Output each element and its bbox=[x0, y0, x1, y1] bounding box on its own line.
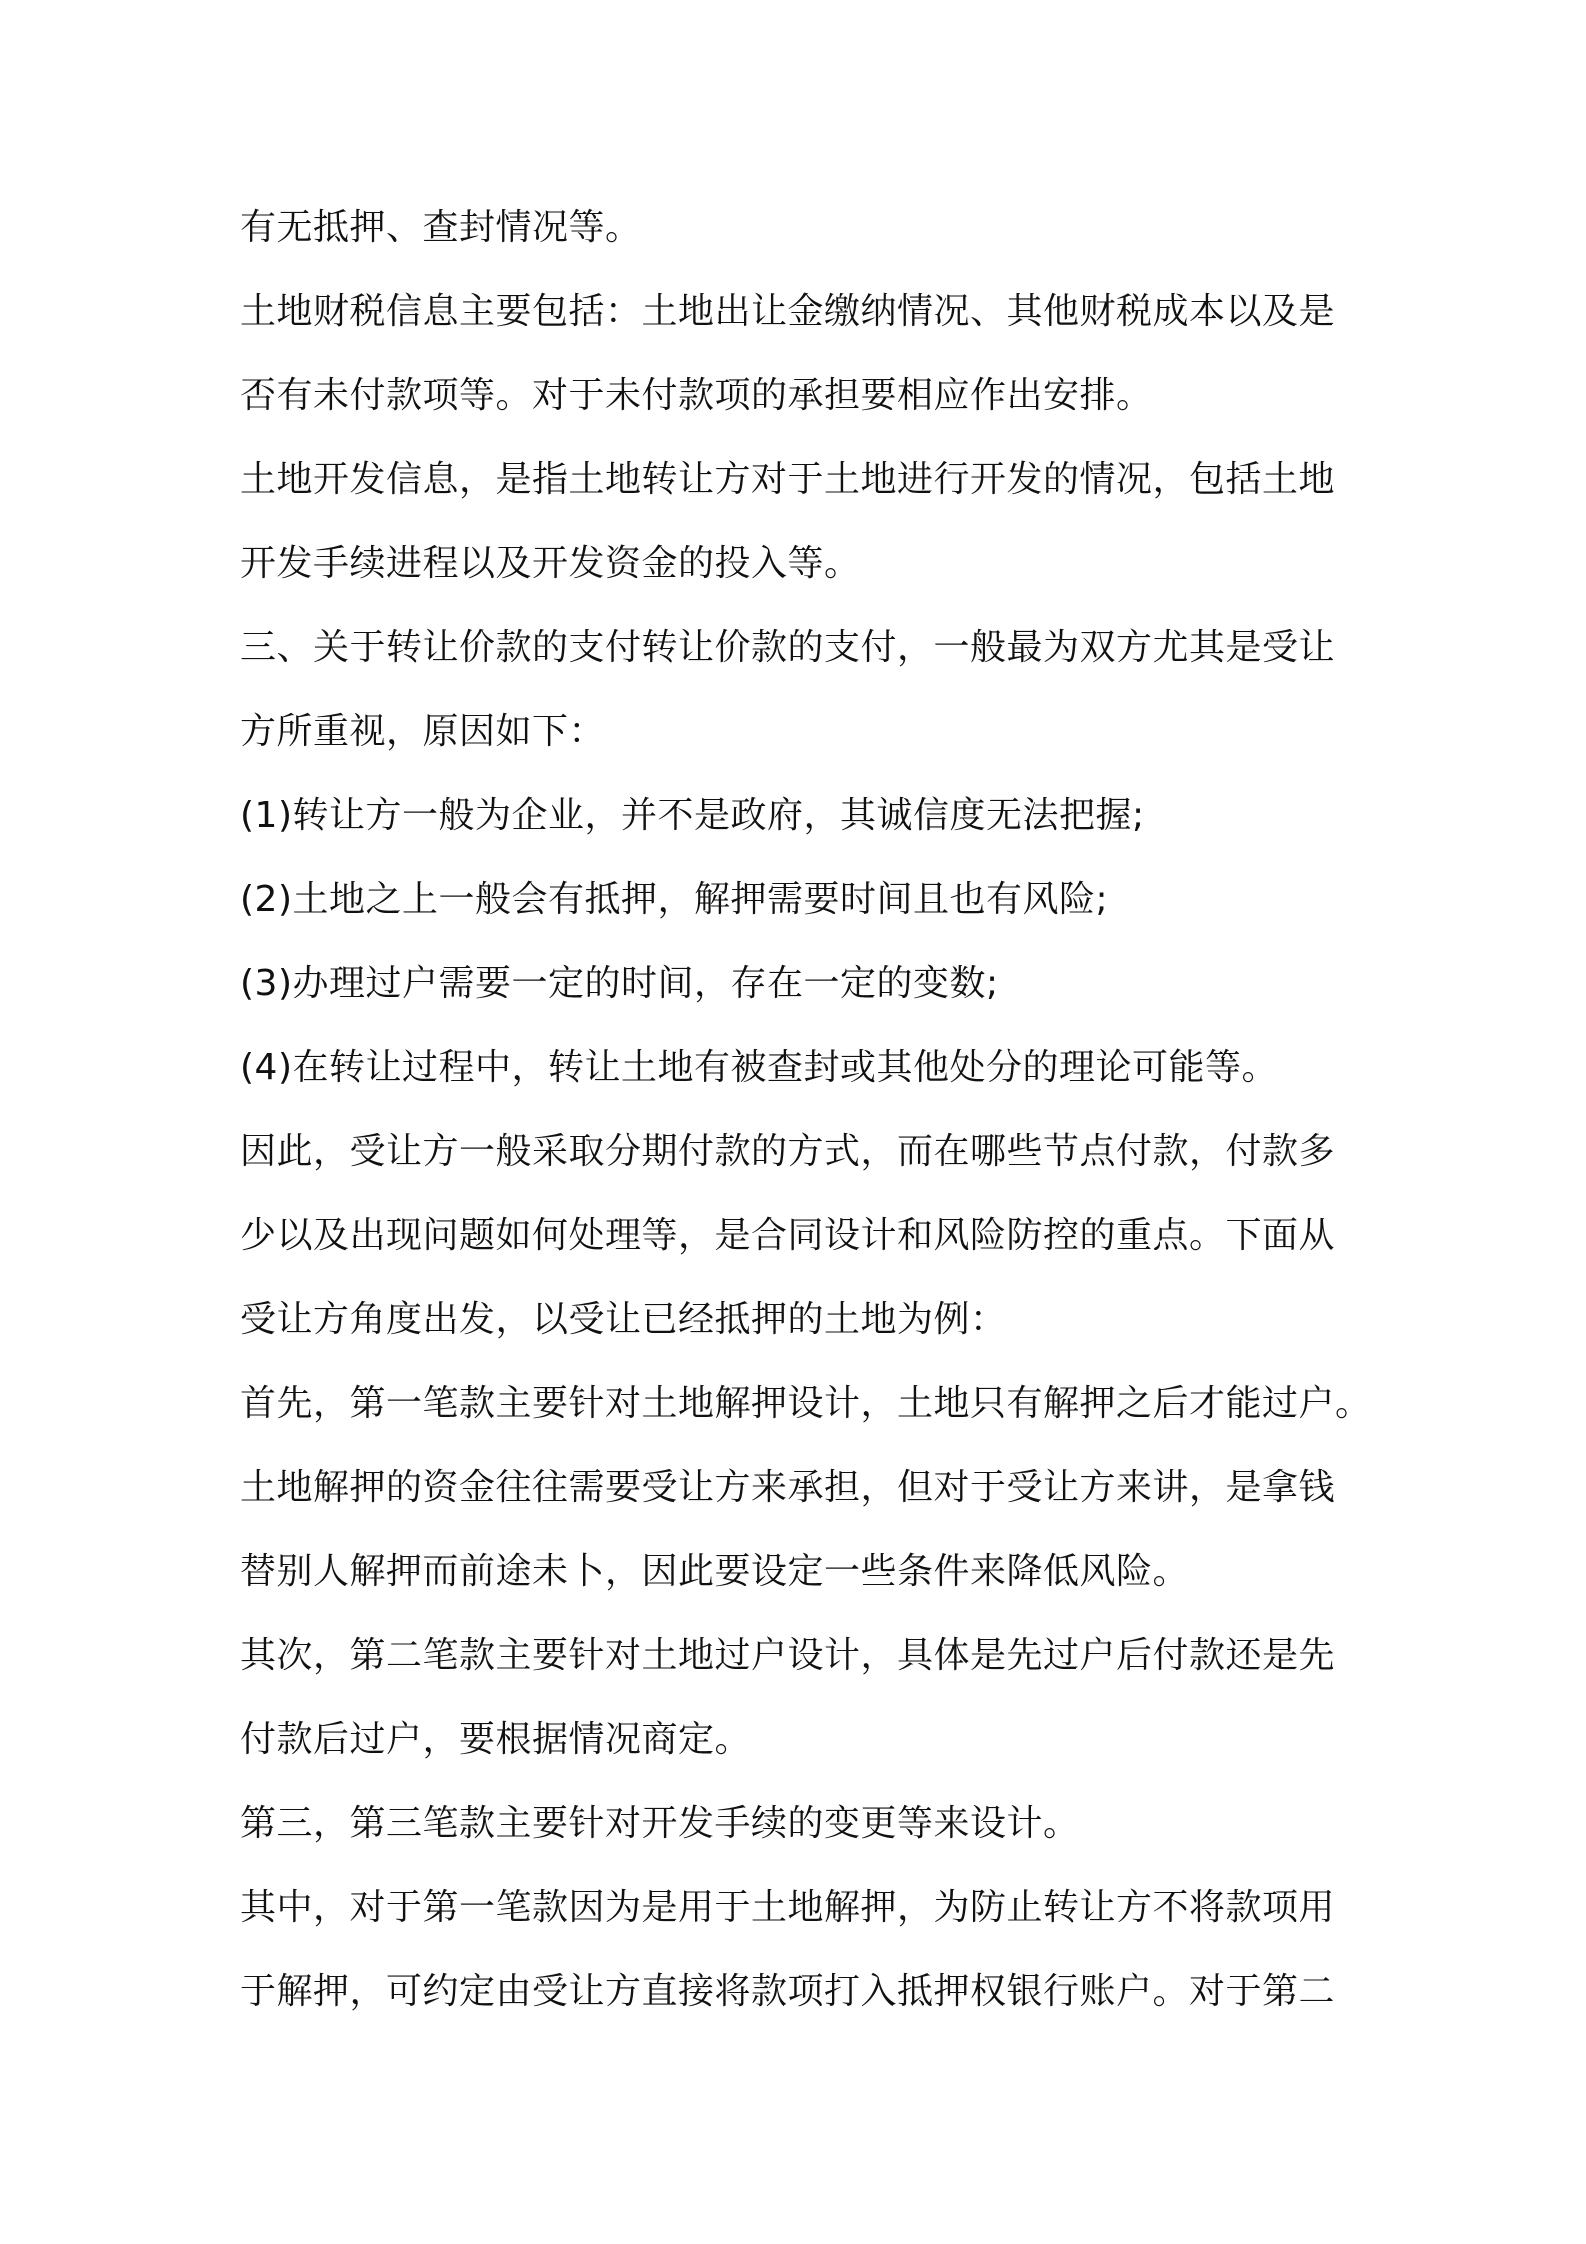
text-line: 其中，对于第一笔款因为是用于土地解押，为防止转让方不将款项用 bbox=[240, 1887, 1336, 1928]
text-line: 替别人解押而前途未卜，因此要设定一些条件来降低风险。 bbox=[240, 1551, 1190, 1592]
text-line: 方所重视，原因如下： bbox=[240, 711, 606, 752]
text-line: 土地开发信息，是指土地转让方对于土地进行开发的情况，包括土地 bbox=[240, 459, 1336, 500]
text-line: 三、关于转让价款的支付转让价款的支付，一般最为双方尤其是受让 bbox=[240, 627, 1336, 668]
text-line: 土地财税信息主要包括：土地出让金缴纳情况、其他财税成本以及是 bbox=[240, 291, 1336, 332]
text-line: 少以及出现问题如何处理等，是合同设计和风险防控的重点。下面从 bbox=[240, 1215, 1336, 1256]
text-line: (4)在转让过程中，转让土地有被查封或其他处分的理论可能等。 bbox=[240, 1047, 1278, 1088]
text-line: (1)转让方一般为企业，并不是政府，其诚信度无法把握; bbox=[240, 795, 1145, 836]
text-line: 付款后过户，要根据情况商定。 bbox=[240, 1719, 752, 1760]
text-line: 首先，第一笔款主要针对土地解押设计，土地只有解押之后才能过户。 bbox=[240, 1383, 1372, 1424]
text-line: 受让方角度出发，以受让已经抵押的土地为例： bbox=[240, 1299, 1007, 1340]
text-line: 其次，第二笔款主要针对土地过户设计，具体是先过户后付款还是先 bbox=[240, 1635, 1336, 1676]
text-line: 第三，第三笔款主要针对开发手续的变更等来设计。 bbox=[240, 1803, 1080, 1844]
text-line: 因此，受让方一般采取分期付款的方式，而在哪些节点付款，付款多 bbox=[240, 1131, 1336, 1172]
text-line: 土地解押的资金往往需要受让方来承担，但对于受让方来讲，是拿钱 bbox=[240, 1467, 1336, 1508]
text-line: 开发手续进程以及开发资金的投入等。 bbox=[240, 543, 861, 584]
text-line: (2)土地之上一般会有抵押，解押需要时间且也有风险; bbox=[240, 879, 1109, 920]
text-line: 有无抵押、查封情况等。 bbox=[240, 207, 642, 248]
text-line: (3)办理过户需要一定的时间，存在一定的变数; bbox=[240, 963, 999, 1004]
text-line: 于解押，可约定由受让方直接将款项打入抵押权银行账户。对于第二 bbox=[240, 1971, 1336, 2012]
text-line: 否有未付款项等。对于未付款项的承担要相应作出安排。 bbox=[240, 375, 1153, 416]
